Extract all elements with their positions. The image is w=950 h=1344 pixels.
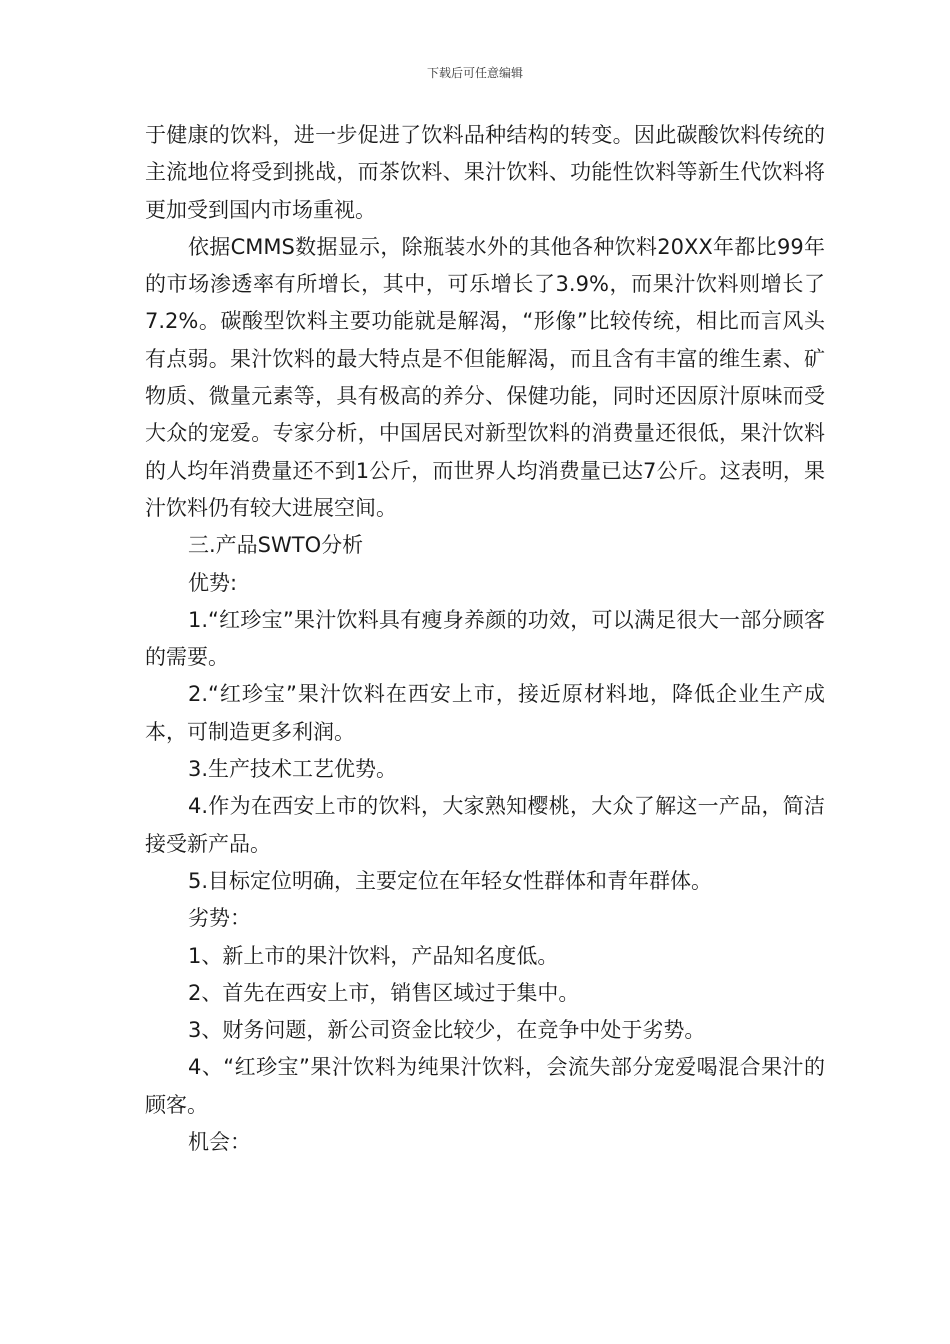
- document-body: [145, 117, 825, 1161]
- list-item: 3.生产技术工艺优势。: [188, 757, 398, 782]
- subheading-opportunities: 机会：: [188, 1130, 251, 1155]
- page-header: 下载后可任意编辑: [426, 66, 523, 80]
- section-heading: 三.产品SWTO分析: [188, 533, 364, 558]
- list-item: 1.“红珍宝”果汁饮料具有瘦身养颜的功效，可以满足很大一部分顾客的需要。: [145, 607, 825, 670]
- list-item: 3、财务问题，新公司资金比较少，在竞争中处于劣势。: [188, 1018, 706, 1043]
- list-item: 5.目标定位明确，主要定位在年轻女性群体和青年群体。: [188, 868, 713, 893]
- subheading-weaknesses: 劣势：: [188, 906, 251, 931]
- paragraph: 依据CMMS数据显示，除瓶装水外的其他各种饮料20XX年都比99年的市场渗透率有所增长，其中，可乐增长了3.9%，而果汁饮料则增长了7.2%。碳酸型饮料主要功能就是解渴，“形像”比较传统，相比而言风头有点弱。果汁饮料的最大特点是不但能解渴，而且含有丰富的维生素、矿物质、微量元素等，具有极高的养分、保健功能，同时还因原汁原味而受大众的宠爱。专家分析，中国居民对新型饮料的消费量还很低，果汁饮料的人均年消费量还不到1公斤，而世界人均消费量已达7公斤。这表明，果汁饮料仍有较大进展空间。: [145, 234, 825, 520]
- list-item: 4.作为在西安上市的饮料，大家熟知樱桃，大众了解这一产品，简洁接受新产品。: [145, 794, 825, 856]
- subheading-strengths: 优势:: [188, 570, 238, 595]
- list-item: 4、“红珍宝”果汁饮料为纯果汁饮料，会流失部分宠爱喝混合果汁的顾客。: [145, 1055, 825, 1117]
- list-item: 2.“红珍宝”果汁饮料在西安上市，接近原材料地，降低企业生产成本，可制造更多利润。: [145, 682, 825, 744]
- list-item: 1、新上市的果汁饮料，产品知名度低。: [188, 943, 559, 968]
- paragraph: 于健康的饮料，进一步促进了饮料品种结构的转变。因此碳酸饮料传统的主流地位将受到挑战，而茶饮料、果汁饮料、功能性饮料等新生代饮料将更加受到国内市场重视。: [145, 123, 825, 222]
- list-item: 2、首先在西安上市，销售区域过于集中。: [188, 980, 580, 1005]
